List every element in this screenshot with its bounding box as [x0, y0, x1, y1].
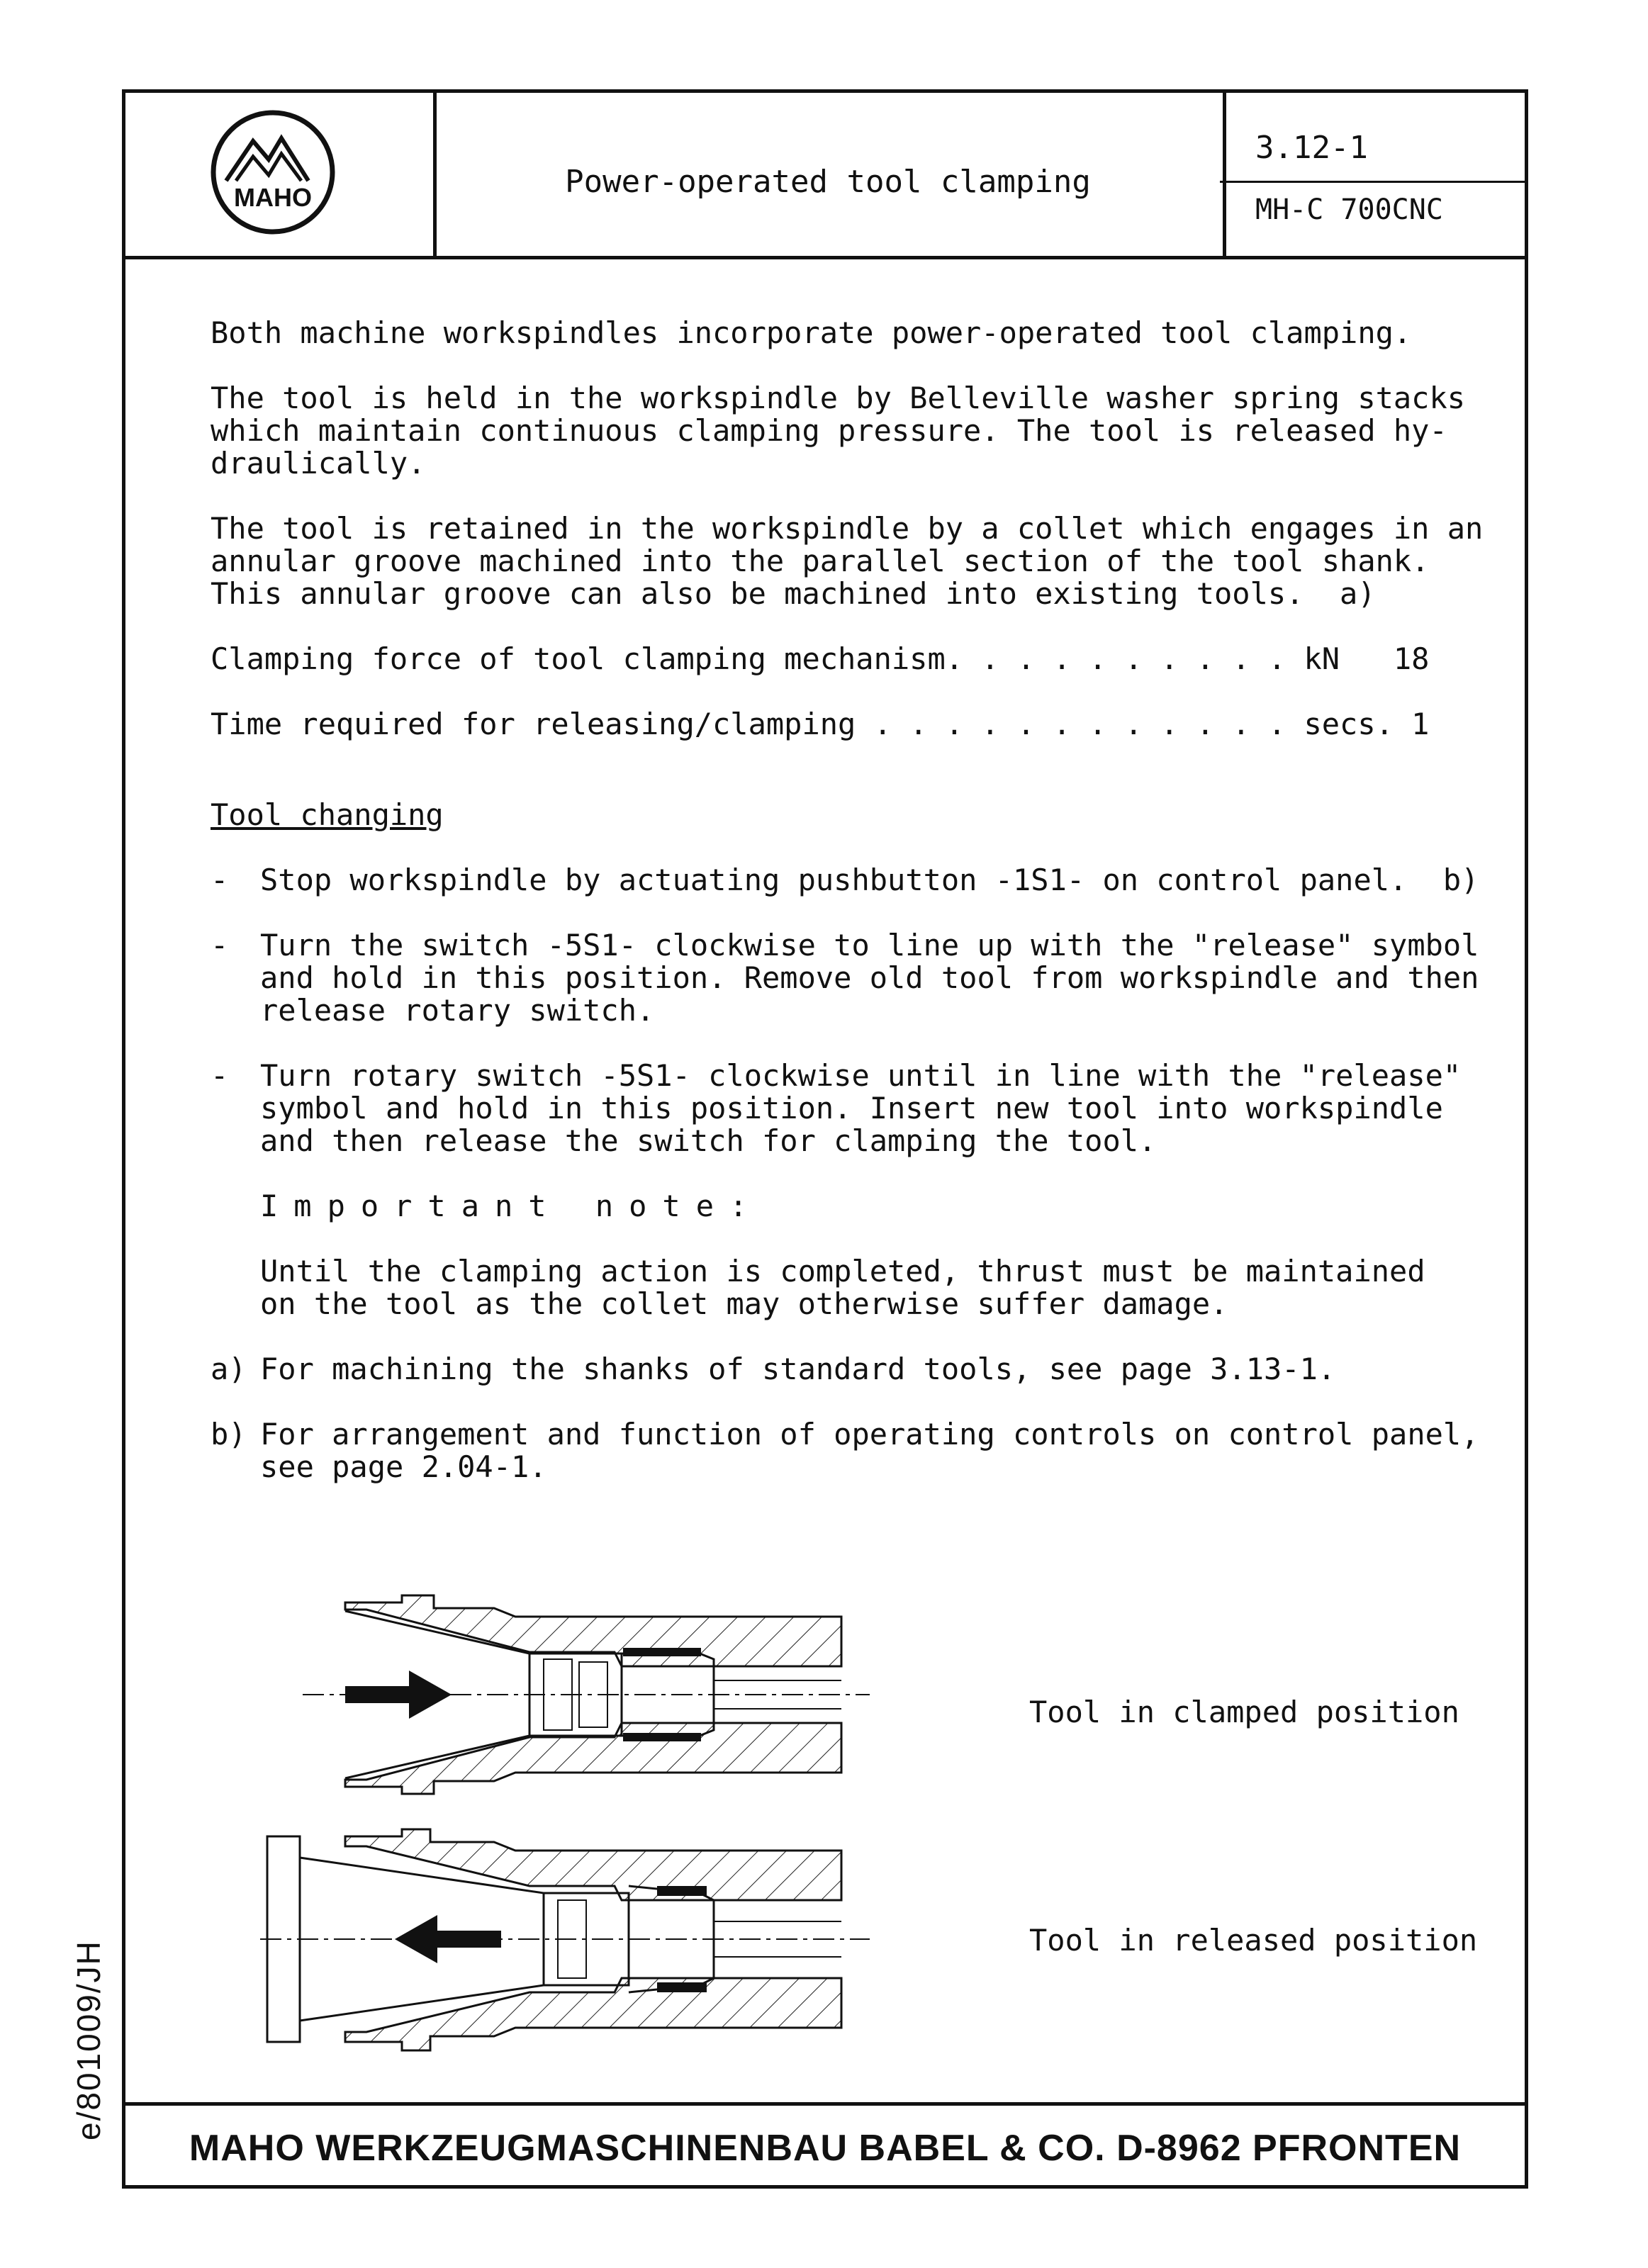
number-cell — [1220, 93, 1525, 256]
important-note: Until the clamping action is completed, thrust must be maintained on the tool as the collet may otherwise suffer damage. — [260, 1254, 1425, 1321]
footnote — [211, 1417, 1479, 1484]
clamped-label: Tool in clamped position — [1029, 1695, 1459, 1729]
logo-text: MAHO — [234, 183, 312, 212]
footnote-text: For machining the shanks of standard tools, see page 3.13-1. — [260, 1352, 1336, 1386]
spec-clamping-force: Clamping force of tool clamping mechanism. . . . . . . . . . kN 18 — [211, 641, 1430, 676]
released-tool-drawing — [260, 1815, 884, 2070]
maho-logo — [202, 101, 344, 243]
footnote-mark: b) — [211, 1417, 247, 1452]
list-item — [211, 1060, 1472, 1157]
footnote — [211, 1353, 1472, 1386]
clamped-tool-drawing — [303, 1574, 884, 1815]
section-heading: Tool changing — [211, 797, 444, 832]
document-code: e/801009/JH — [70, 1940, 107, 2140]
intro-paragraph: The tool is retained in the workspindle by a collet which engages in an annular groove machined into the parallel section of the tool shank. This annular groove can also be machined into existing tools. a) — [211, 511, 1484, 611]
footnote-text: For arrangement and function of operating controls on control panel, see page 2.04-1. — [260, 1417, 1479, 1484]
list-item-text: Turn rotary switch -5S1- clockwise until in line with the "release" symbol and hold in this position. Insert new tool into workspindle and then release the switch for clamping the tool. — [260, 1058, 1462, 1158]
bullet-dash: - — [211, 863, 229, 897]
page-title: Power-operated tool clamping — [565, 164, 1091, 200]
intro-paragraph: The tool is held in the workspindle by Belleville washer spring stacks which maintain continuous clamping pressure. The tool is released hy- draulically. — [211, 381, 1466, 481]
logo-cell — [125, 93, 437, 256]
divider — [1220, 181, 1525, 183]
important-label: Important note: — [260, 1189, 763, 1223]
bullet-dash: - — [211, 1058, 229, 1093]
footnote-mark: a) — [211, 1352, 247, 1386]
intro-paragraph: Both machine workspindles incorporate power-operated tool clamping. — [211, 315, 1412, 350]
footer — [125, 2102, 1525, 2185]
list-item — [211, 863, 1479, 897]
title-cell — [433, 93, 1226, 256]
list-item-text: Turn the switch -5S1- clockwise to line up with the "release" symbol and hold in this position. Remove old tool from workspindle and then release rotary switch. — [260, 928, 1479, 1028]
page-frame — [122, 89, 1528, 2189]
body-content — [211, 315, 1484, 1516]
released-label: Tool in released position — [1029, 1923, 1478, 1958]
page-number: 3.12-1 — [1255, 130, 1368, 166]
machine-model: MH-C 700CNC — [1255, 193, 1443, 226]
list-item — [211, 928, 1479, 1028]
company-name: MAHO WERKZEUGMASCHINENBAU BABEL & CO. D-8962 PFRONTEN — [189, 2128, 1462, 2169]
bullet-dash: - — [211, 928, 229, 962]
spec-release-time: Time required for releasing/clamping . . . . . . . . . . . . secs. 1 — [211, 707, 1430, 741]
list-item-text: Stop workspindle by actuating pushbutton -1S1- on control panel. b) — [260, 863, 1479, 897]
header — [125, 93, 1525, 259]
